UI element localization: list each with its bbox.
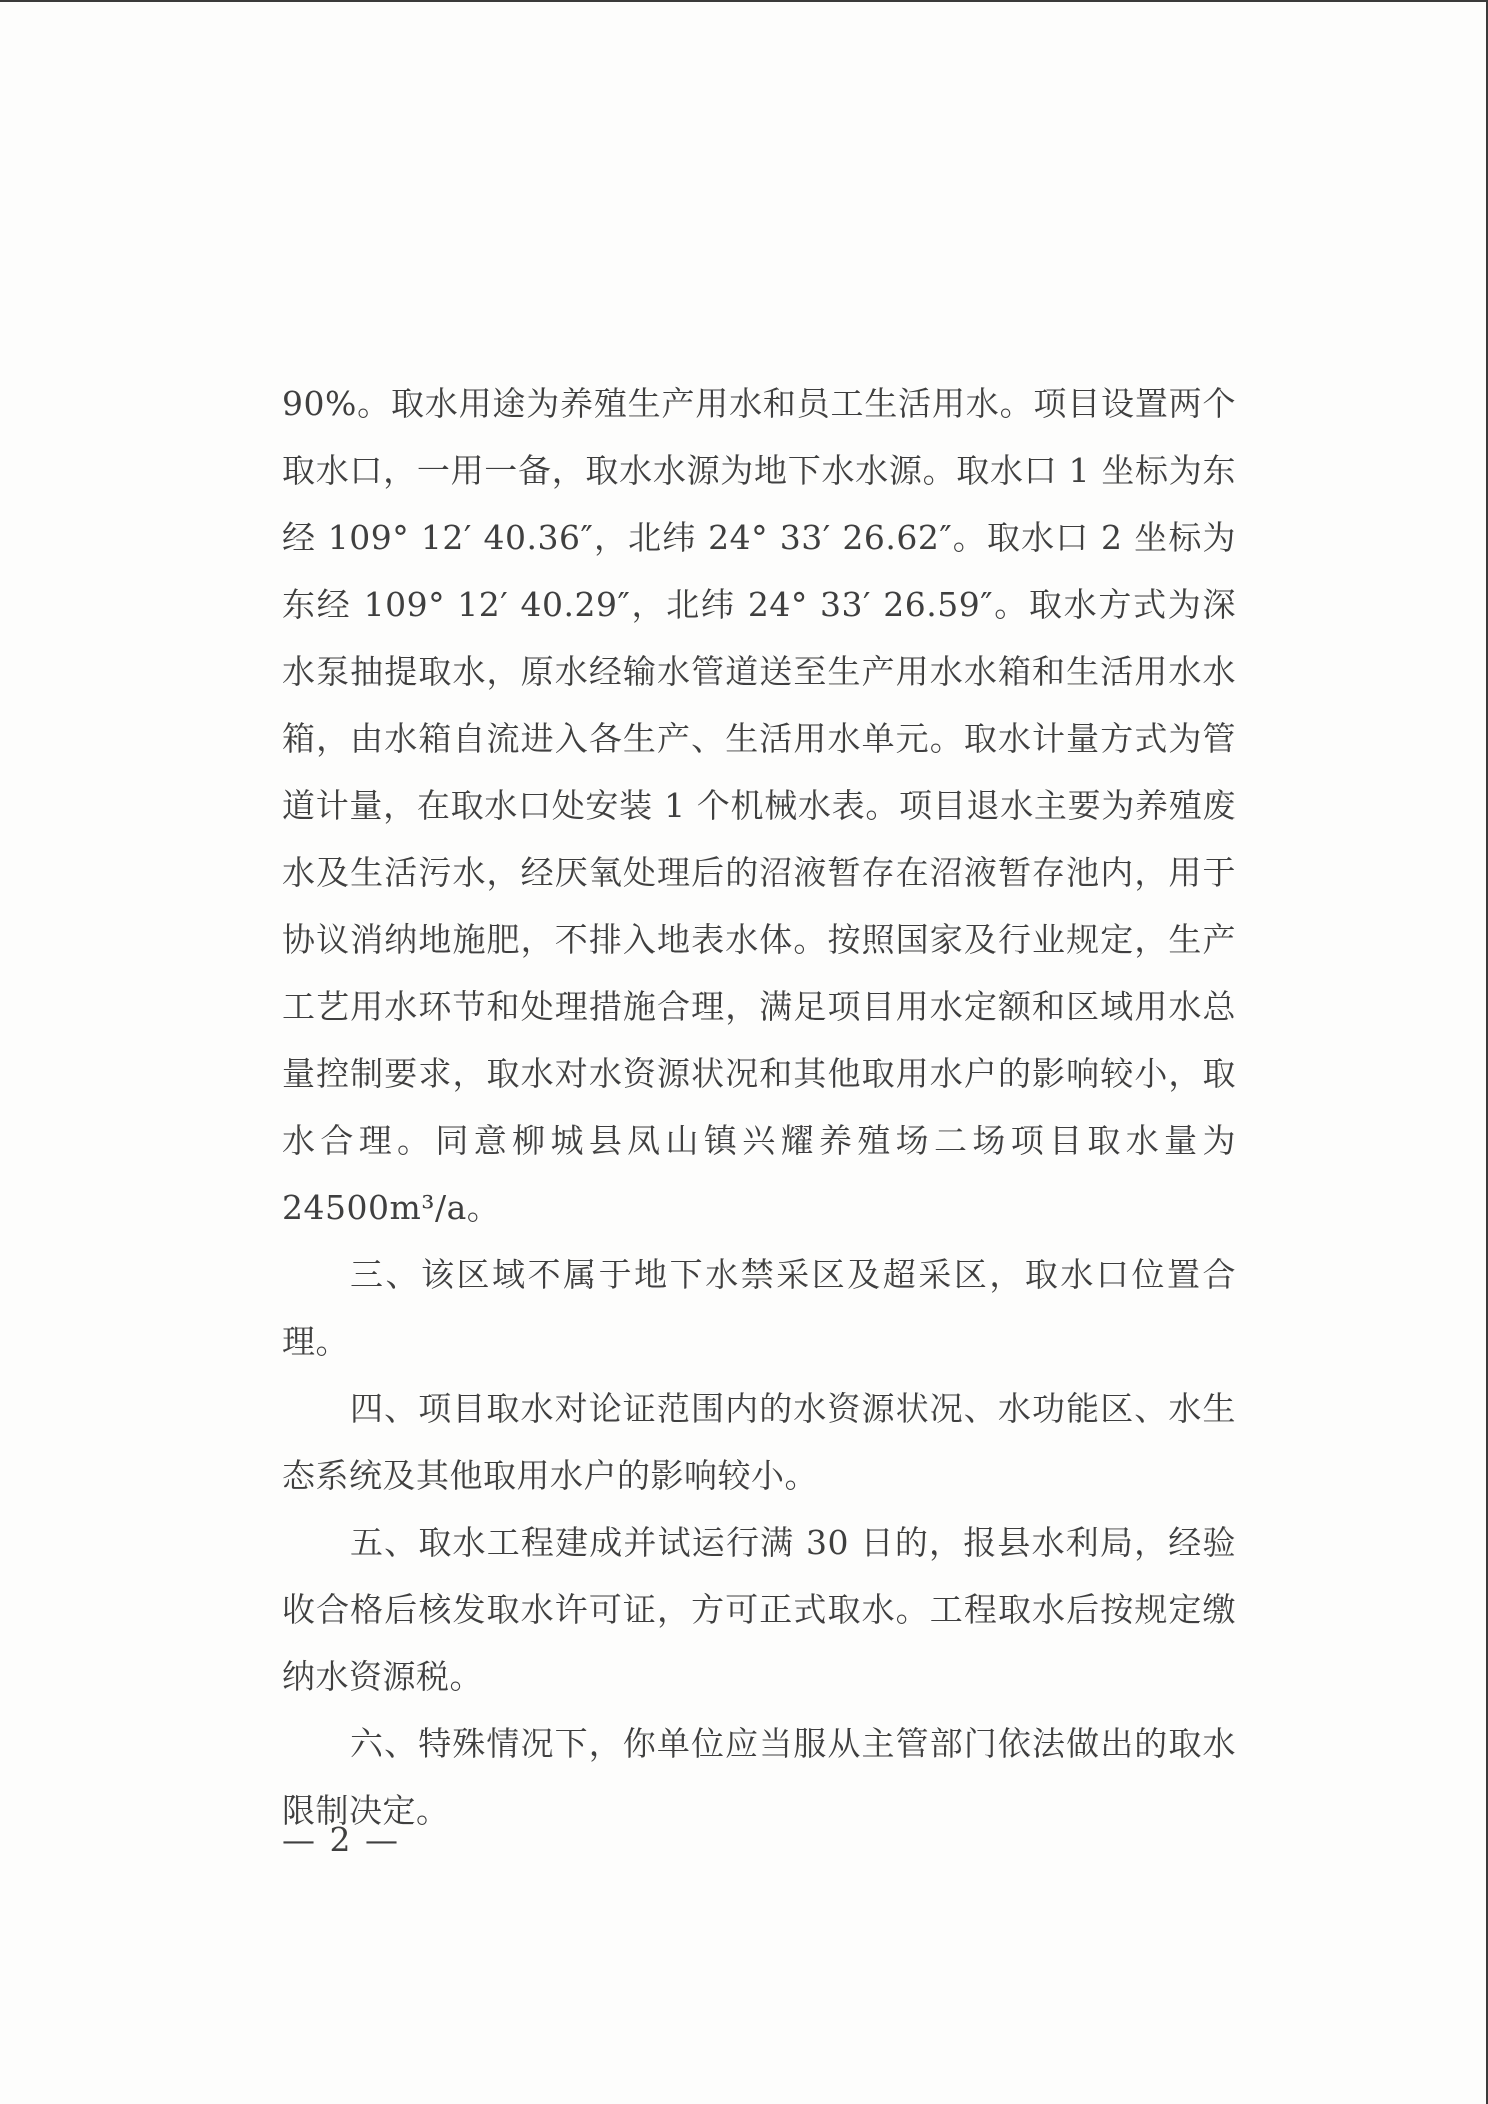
body-text [282,370,1236,1844]
paragraph-quota-details: 90%。取水用途为养殖生产用水和员工生活用水。项目设置两个取水口，一用一备，取水水源为地下水水源。取水口 1 坐标为东经 109° 12′ 40.36″，北纬 24° 33′ 26.62″。取水口 2 坐标为东经 109° 12′ 40.29″，北纬 24° 33′ 26.59″。取水方式为深水泵抽提取水，原水经输水管道送至生产用水水箱和生活用水水箱，由水箱自流进入各生产、生活用水单元。取水计量方式为管道计量，在取水口处安装 1 个机械水表。项目退水主要为养殖废水及生活污水，经厌氧处理后的沼液暂存在沼液暂存池内，用于协议消纳地施肥，不排入地表水体。按照国家及行业规定，生产工艺用水环节和处理措施合理，满足项目用水定额和区域用水总量控制要求，取水对水资源状况和其他取用水户的影响较小，取水合理。同意柳城县凤山镇兴耀养殖场二场项目取水量为 24500m³/a。 [282,384,1236,1227]
page-number: — 2 — [282,1820,400,1859]
paragraph-item-5: 五、取水工程建成并试运行满 30 日的，报县水利局，经验收合格后核发取水许可证，方可正式取水。工程取水后按规定缴纳水资源税。 [282,1523,1236,1696]
paragraph-item-4: 四、项目取水对论证范围内的水资源状况、水功能区、水生态系统及其他取用水户的影响较小。 [282,1389,1236,1495]
paragraph-item-3: 三、该区域不属于地下水禁采区及超采区，取水口位置合理。 [282,1255,1236,1361]
paragraph-item-6: 六、特殊情况下，你单位应当服从主管部门依法做出的取水限制决定。 [282,1724,1236,1830]
